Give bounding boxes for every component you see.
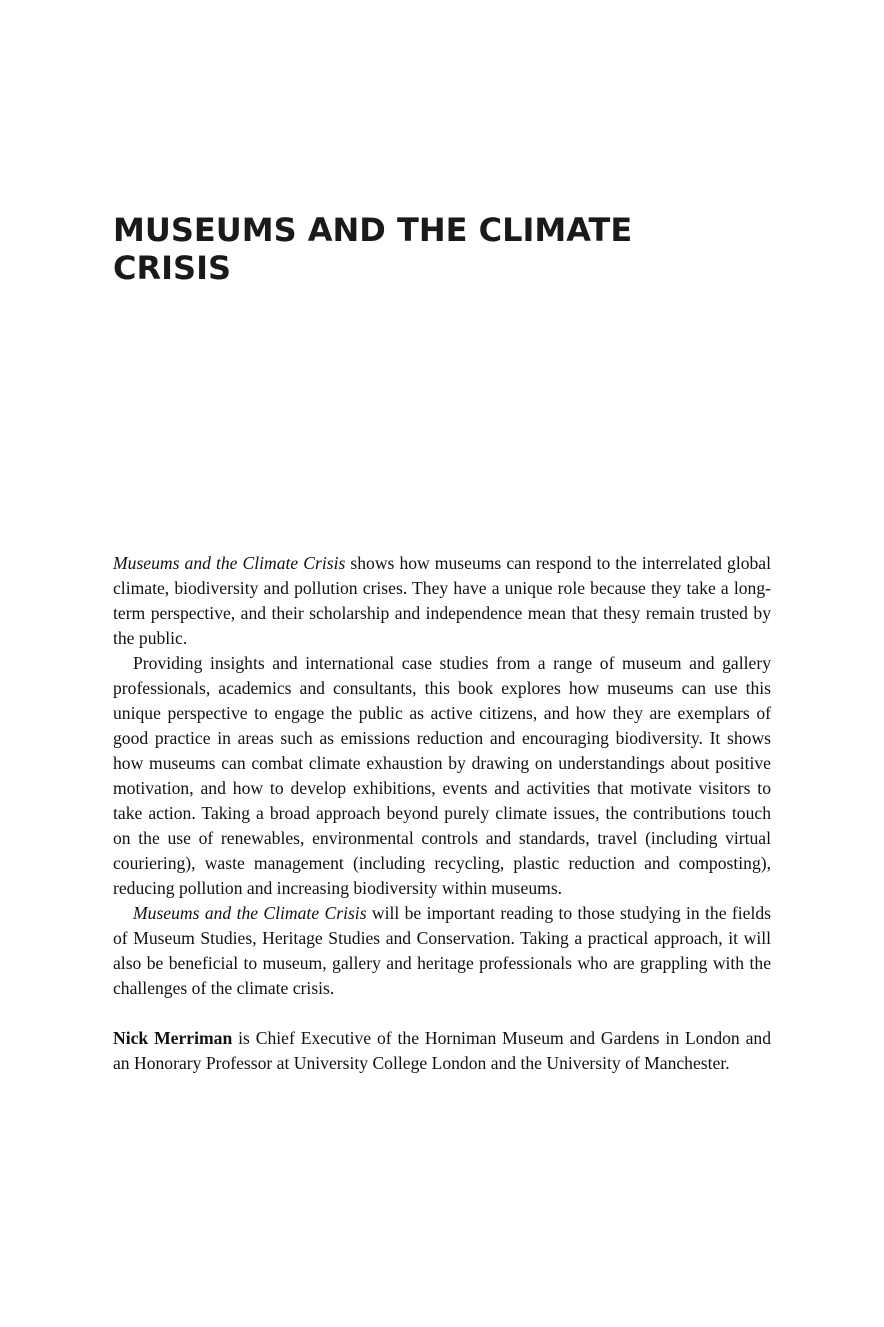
description-paragraph-2: [113, 651, 771, 901]
author-name: Nick Merriman: [113, 1028, 233, 1048]
paragraph-text: will be important reading to those studying in the fields of Museum Studies, Heritage Studies and Conservation. Taking a practical approach, it will also be beneficial to museum, gallery and heritage professionals who are grappling with the challenges of the climate crisis.: [113, 903, 771, 998]
book-description: [113, 551, 771, 1076]
title-line-1: MUSEUMS AND THE CLIMATE: [113, 211, 633, 249]
description-paragraph-1: [113, 551, 771, 651]
author-bio: [113, 1026, 771, 1076]
title-line-2: CRISIS: [113, 249, 232, 287]
paragraph-text: shows how museums can respond to the interrelated global climate, biodiversity and pollution crises. They have a unique role because they take a long-term perspective, and their scholarship and independence mean that thesy remain trusted by the public.: [113, 553, 771, 648]
paragraph-text: Providing insights and international case studies from a range of museum and gallery professionals, academics and consultants, this book explores how museums can use this unique perspective to engage the public as active citizens, and how they are exemplars of good practice in areas such as emissions reduction and encouraging biodiversity. It shows how museums can combat climate exhaustion by drawing on understandings about positive motivation, and how to develop exhibitions, events and activities that motivate visitors to take action. Taking a broad approach beyond purely climate issues, the contributions touch on the use of renewables, environmental controls and standards, travel (including virtual couriering), waste management (including recycling, plastic reduction and composting), reducing pollution and increasing biodiversity within museums.: [113, 653, 771, 898]
description-paragraph-3: [113, 901, 771, 1001]
book-title-italic: Museums and the Climate Crisis: [133, 903, 367, 923]
book-title-italic: Museums and the Climate Crisis: [113, 553, 346, 573]
book-title: [113, 211, 733, 287]
author-bio-text: is Chief Executive of the Horniman Museum and Gardens in London and an Honorary Professor at University College London and the University of Manchester.: [113, 1028, 772, 1073]
